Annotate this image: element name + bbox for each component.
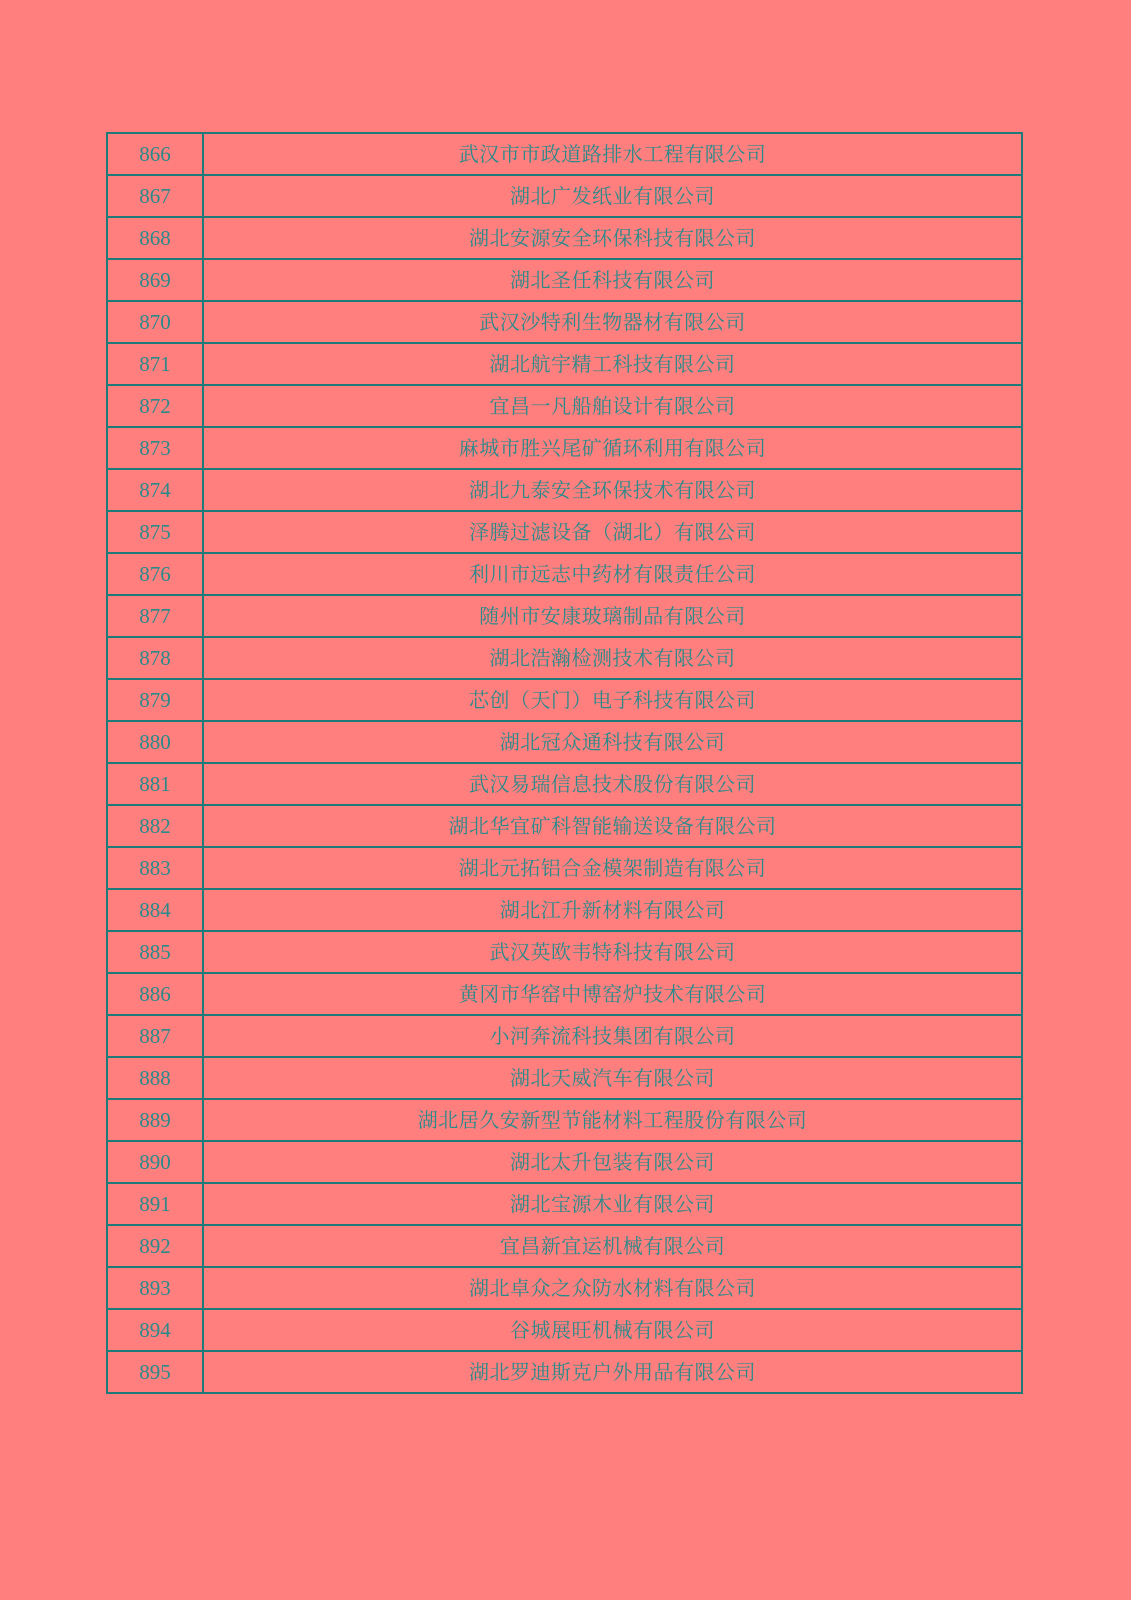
table-row xyxy=(107,511,1022,553)
company-name-cell: 武汉英欧韦特科技有限公司 xyxy=(203,931,1022,973)
table-row xyxy=(107,931,1022,973)
row-number-cell: 877 xyxy=(107,595,203,637)
table-row xyxy=(107,679,1022,721)
table-row xyxy=(107,1309,1022,1351)
company-name-cell: 湖北浩瀚检测技术有限公司 xyxy=(203,637,1022,679)
table-row xyxy=(107,259,1022,301)
company-name-cell: 麻城市胜兴尾矿循环利用有限公司 xyxy=(203,427,1022,469)
company-name-cell: 武汉市市政道路排水工程有限公司 xyxy=(203,133,1022,175)
row-number-cell: 870 xyxy=(107,301,203,343)
row-number-cell: 879 xyxy=(107,679,203,721)
row-number-cell: 890 xyxy=(107,1141,203,1183)
company-name-cell: 湖北华宜矿科智能输送设备有限公司 xyxy=(203,805,1022,847)
company-name-cell: 湖北居久安新型节能材料工程股份有限公司 xyxy=(203,1099,1022,1141)
table-row xyxy=(107,1225,1022,1267)
row-number-cell: 866 xyxy=(107,133,203,175)
row-number-cell: 881 xyxy=(107,763,203,805)
row-number-cell: 874 xyxy=(107,469,203,511)
row-number-cell: 886 xyxy=(107,973,203,1015)
company-name-cell: 湖北宝源木业有限公司 xyxy=(203,1183,1022,1225)
row-number-cell: 893 xyxy=(107,1267,203,1309)
table-row xyxy=(107,1099,1022,1141)
company-name-cell: 武汉易瑞信息技术股份有限公司 xyxy=(203,763,1022,805)
company-name-cell: 湖北安源安全环保科技有限公司 xyxy=(203,217,1022,259)
table-row xyxy=(107,1015,1022,1057)
company-name-cell: 湖北卓众之众防水材料有限公司 xyxy=(203,1267,1022,1309)
table-row xyxy=(107,973,1022,1015)
table-row xyxy=(107,427,1022,469)
row-number-cell: 872 xyxy=(107,385,203,427)
table-row xyxy=(107,1183,1022,1225)
company-name-cell: 小河奔流科技集团有限公司 xyxy=(203,1015,1022,1057)
row-number-cell: 887 xyxy=(107,1015,203,1057)
row-number-cell: 883 xyxy=(107,847,203,889)
company-name-cell: 湖北太升包装有限公司 xyxy=(203,1141,1022,1183)
row-number-cell: 875 xyxy=(107,511,203,553)
row-number-cell: 894 xyxy=(107,1309,203,1351)
company-name-cell: 湖北圣任科技有限公司 xyxy=(203,259,1022,301)
company-name-cell: 湖北元拓铝合金模架制造有限公司 xyxy=(203,847,1022,889)
row-number-cell: 867 xyxy=(107,175,203,217)
table-row xyxy=(107,637,1022,679)
row-number-cell: 880 xyxy=(107,721,203,763)
table-row xyxy=(107,889,1022,931)
company-name-cell: 宜昌一凡船舶设计有限公司 xyxy=(203,385,1022,427)
row-number-cell: 873 xyxy=(107,427,203,469)
table-row xyxy=(107,763,1022,805)
table-row xyxy=(107,805,1022,847)
company-list-body xyxy=(107,133,1022,1393)
table-row xyxy=(107,217,1022,259)
table-row xyxy=(107,1057,1022,1099)
table-row xyxy=(107,385,1022,427)
table-row xyxy=(107,343,1022,385)
company-name-cell: 湖北天威汽车有限公司 xyxy=(203,1057,1022,1099)
company-name-cell: 芯创（天门）电子科技有限公司 xyxy=(203,679,1022,721)
row-number-cell: 876 xyxy=(107,553,203,595)
company-name-cell: 湖北广发纸业有限公司 xyxy=(203,175,1022,217)
table-row xyxy=(107,469,1022,511)
table-row xyxy=(107,1267,1022,1309)
table-row xyxy=(107,595,1022,637)
row-number-cell: 885 xyxy=(107,931,203,973)
company-name-cell: 泽腾过滤设备（湖北）有限公司 xyxy=(203,511,1022,553)
company-name-cell: 随州市安康玻璃制品有限公司 xyxy=(203,595,1022,637)
table-row xyxy=(107,721,1022,763)
table-row xyxy=(107,553,1022,595)
company-name-cell: 湖北江升新材料有限公司 xyxy=(203,889,1022,931)
table-row xyxy=(107,175,1022,217)
table-row xyxy=(107,133,1022,175)
company-list-table xyxy=(106,132,1023,1394)
row-number-cell: 889 xyxy=(107,1099,203,1141)
table-row xyxy=(107,1141,1022,1183)
table-row xyxy=(107,301,1022,343)
row-number-cell: 871 xyxy=(107,343,203,385)
row-number-cell: 868 xyxy=(107,217,203,259)
company-name-cell: 武汉沙特利生物器材有限公司 xyxy=(203,301,1022,343)
company-name-cell: 利川市远志中药材有限责任公司 xyxy=(203,553,1022,595)
row-number-cell: 882 xyxy=(107,805,203,847)
row-number-cell: 891 xyxy=(107,1183,203,1225)
row-number-cell: 878 xyxy=(107,637,203,679)
table-row xyxy=(107,1351,1022,1393)
company-name-cell: 湖北九泰安全环保技术有限公司 xyxy=(203,469,1022,511)
company-name-cell: 黄冈市华窑中博窑炉技术有限公司 xyxy=(203,973,1022,1015)
row-number-cell: 888 xyxy=(107,1057,203,1099)
row-number-cell: 892 xyxy=(107,1225,203,1267)
row-number-cell: 869 xyxy=(107,259,203,301)
company-name-cell: 谷城展旺机械有限公司 xyxy=(203,1309,1022,1351)
row-number-cell: 895 xyxy=(107,1351,203,1393)
table-row xyxy=(107,847,1022,889)
company-name-cell: 湖北航宇精工科技有限公司 xyxy=(203,343,1022,385)
row-number-cell: 884 xyxy=(107,889,203,931)
company-name-cell: 湖北罗迪斯克户外用品有限公司 xyxy=(203,1351,1022,1393)
company-name-cell: 宜昌新宜运机械有限公司 xyxy=(203,1225,1022,1267)
company-name-cell: 湖北冠众通科技有限公司 xyxy=(203,721,1022,763)
